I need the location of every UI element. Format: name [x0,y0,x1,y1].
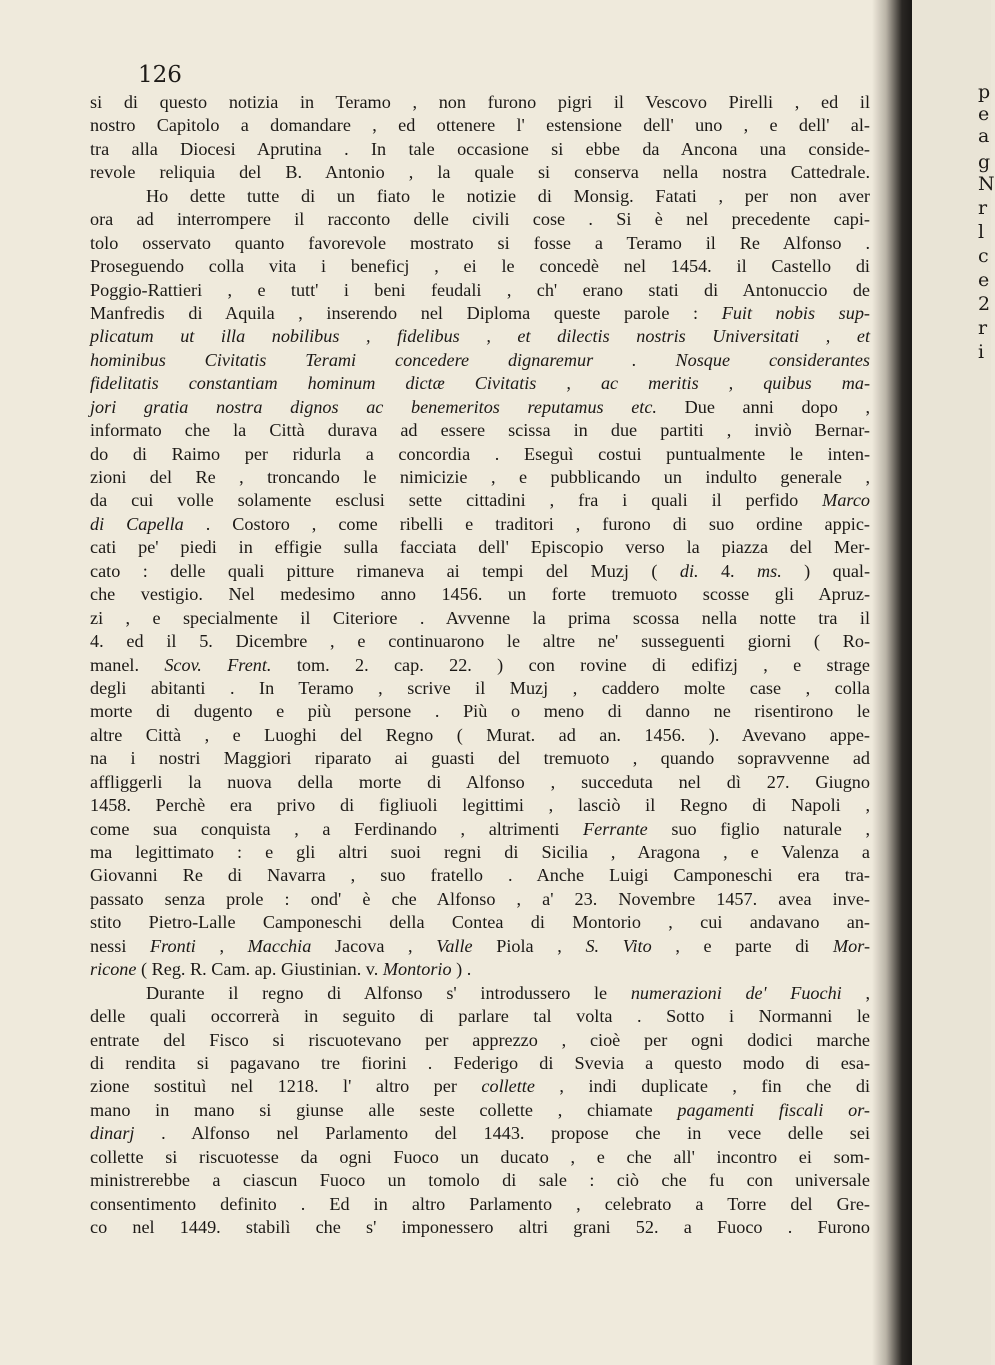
text-segment: passato senza prole : ond' è che Alfonso , a' 23. Novembre 1457. avea inve- [90,888,870,909]
italic-text: jori gratia nostra dignos ac benemeritos reputamus etc. [90,396,657,417]
text-line [90,1146,870,1169]
adjacent-page-letter: l [978,221,985,243]
text-line [90,982,870,1005]
italic-text: Valle [436,935,473,956]
text-line [90,419,870,442]
text-line [90,325,870,348]
italic-text: dinarj [90,1123,135,1144]
text-line [90,654,870,677]
text-segment: collette si riscuotesse da ogni Fuoco un ducato , e che all' incontro ei som- [90,1146,870,1167]
text-segment: Proseguendo colla vita i beneficj , ei le concedè nel 1454. il Castello di [90,256,870,277]
text-line [90,443,870,466]
text-segment: , e parte di [651,935,833,956]
adjacent-page-letter: a [978,125,990,147]
text-line [90,935,870,958]
text-line [90,1052,870,1075]
text-line [90,279,870,302]
text-line [90,114,870,137]
italic-text: plicatum ut illa nobilibus , fidelibus , et dilectis nostris Universitati , et [90,326,870,347]
text-segment: . Alfonso nel Parlamento del 1443. propose che in vece delle sei [134,1123,870,1144]
adjacent-page-letter: r [978,317,988,339]
text-line [90,1075,870,1098]
text-segment: informato che la Città durava ad essere scissa in due partiti , inviò Bernar- [90,420,870,441]
adjacent-page-letter: e [978,269,990,291]
text-segment: consentimento definito . Ed in altro Parlamento , celebrato a Torre del Gre- [90,1193,870,1214]
text-segment: mano in mano si giunse alle seste collette , chiamate [90,1099,678,1120]
text-segment: 1458. Perchè era privo di figliuoli legittimi , lasciò il Regno di Napoli , [90,795,870,816]
text-line [90,1099,870,1122]
text-segment: affliggerli la nuova della morte di Alfonso , succeduta nel dì 27. Giugno [90,771,870,792]
italic-text: Fronti [150,935,196,956]
text-segment: zioni del Re , troncando le nimicizie , e pubblicando un indulto generale , [90,467,870,487]
text-segment: ( Reg. R. Cam. ap. Giustinian. v. [136,959,383,980]
adjacent-page-letter: 2 [978,293,991,315]
text-line [90,958,870,981]
text-line [90,536,870,559]
text-line [90,724,870,747]
text-line [90,607,870,630]
text-segment: revole reliquia del B. Antonio , la quale si conserva nella nostra Cattedrale. [90,162,870,183]
italic-text: pagamenti fiscali or- [677,1099,870,1120]
text-segment: Piola , [472,935,586,956]
text-segment: entrate del Fisco si riscuotevano per apprezzo , cioè per ogni dodici marche [90,1029,870,1050]
adjacent-page-letter: r [978,197,988,219]
text-line [90,794,870,817]
text-segment: cato : delle quali pitture rimaneva ai tempi del Muzj ( [90,560,680,581]
italic-text: Montorio [382,959,452,980]
text-line [90,208,870,231]
text-line [90,489,870,512]
text-segment: . Costoro , come ribelli e traditori , furono di suo ordine appic- [183,513,870,534]
italic-text: Mor- [833,935,871,956]
text-line [90,372,870,395]
text-segment: ) . [451,959,472,980]
text-segment: suo figlio naturale , [647,818,870,839]
text-line [90,630,870,653]
text-line [90,1005,870,1028]
text-segment: zione sostituì nel 1218. l' altro per [90,1076,482,1097]
text-segment: da cui volle solamente esclusi sette cittadini , fra i quali il perfido [90,490,823,511]
text-line [90,1029,870,1052]
text-line [90,864,870,887]
text-line [90,677,870,700]
italic-text: collette [481,1076,535,1097]
text-segment: , [841,982,870,1003]
italic-text: di. [679,560,699,581]
text-line [90,466,870,489]
adjacent-page-letter: e [978,103,990,125]
text-line [90,232,870,255]
text-segment: manel. [90,654,165,675]
text-segment: come sua conquista , a Ferdinando , altrimenti [90,818,584,839]
italic-text: hominibus Civitatis Terami concedere dignaremur . Nosque considerantes [90,349,870,370]
text-segment: , [195,935,248,956]
text-segment: , indi duplicate , fin che di [534,1076,871,1097]
text-line [90,396,870,419]
text-segment: ma legittimato : e gli altri suoi regni di Sicilia , Aragona , e Valenza a [90,842,870,862]
text-segment: Durante il regno di Alfonso s' introdussero le [146,982,631,1003]
italic-text: Marco [822,490,870,511]
italic-text: Fuit nobis sup- [721,302,870,323]
text-line [90,771,870,794]
text-line [90,583,870,606]
text-segment: Jacova , [311,935,437,956]
text-segment: co nel 1449. stabilì che s' imponessero altri grani 52. a Fuoco . Furono [90,1217,870,1237]
italic-text: ricone [90,959,137,980]
italic-text: Scov. Frent. [164,654,272,675]
text-segment: nessi [90,935,151,956]
text-segment: Giovanni Re di Navarra , suo fratello . Anche Luigi Camponeschi era tra- [90,865,870,886]
text-line [90,560,870,583]
adjacent-page-edge [912,0,995,1365]
text-line [90,513,870,536]
text-segment: delle quali occorrerà in seguito di parlare tal volta . Sotto i Normanni le [90,1006,870,1027]
text-segment: che vestigio. Nel medesimo anno 1456. un forte tremuoto scosse gli Apruz- [90,584,870,605]
text-segment: Poggio-Rattieri , e tutt' i beni feudali , ch' erano stati di Antonuccio de [90,279,870,300]
text-segment: ora ad interrompere il racconto delle civili cose . Si è nel precedente capi- [90,209,870,230]
text-line [90,747,870,770]
text-line [90,1216,870,1239]
text-segment: degli abitanti . In Teramo , scrive il Muzj , caddero molte case , colla [90,677,870,698]
adjacent-page-letter: g [978,151,991,173]
text-segment: tom. 2. cap. 22. ) con rovine di edifizj , e strage [271,654,870,675]
italic-text: Macchia [247,935,312,956]
text-line [90,1193,870,1216]
page-number: 126 [138,62,182,88]
text-line [90,888,870,911]
text-segment: 4. ed il 5. Dicembre , e continuarono le altre ne' susseguenti giorni ( Ro- [90,631,870,652]
text-segment: ) qual- [781,560,870,581]
text-line [90,138,870,161]
text-segment: stito Pietro-Lalle Camponeschi della Contea di Montorio , cui andavano an- [90,912,870,933]
italic-text: numerazioni de' Fuochi [630,982,842,1003]
text-line [90,302,870,325]
text-segment: Due anni dopo , [656,396,870,417]
text-segment: ministrerebbe a ciascun Fuoco un tomolo di sale : ciò che fu con universale [90,1170,870,1191]
text-line [90,185,870,208]
text-line [90,911,870,934]
adjacent-page-letter: i [978,341,985,363]
adjacent-page-letter: c [978,245,989,267]
text-segment: tra alla Diocesi Aprutina . In tale occasione si ebbe da Ancona una conside- [90,138,870,159]
text-line [90,700,870,723]
text-line [90,1169,870,1192]
book-gutter [872,0,912,1365]
text-segment: nostro Capitolo a domandare , ed ottenere l' estensione dell' uno , e dell' al- [90,115,870,136]
text-segment: na i nostri Maggiori riparato ai guasti del tremuoto , quando sopravvenne ad [90,748,870,769]
text-line [90,349,870,372]
text-line [90,161,870,184]
adjacent-page-letter: N [978,173,995,195]
adjacent-page-letter: p [978,81,991,103]
text-segment: si di questo notizia in Teramo , non furono pigri il Vescovo Pirelli , ed il [90,92,870,112]
text-segment: morte di dugento e più persone . Più o meno di danno ne risentirono le [90,701,870,722]
italic-text: di Capella [90,513,184,534]
text-segment: do di Raimo per ridurla a concordia . Eseguì costui puntualmente le inten- [90,443,870,464]
italic-text: Ferrante [583,818,648,839]
text-segment: Manfredis di Aquila , inserendo nel Diploma queste parole : [90,302,722,323]
italic-text: fidelitatis constantiam hominum dictæ Civitatis , ac meritis , quibus ma- [90,373,870,394]
text-segment: altre Città , e Luoghi del Regno ( Murat. ad an. 1456. ). Avevano appe- [90,724,870,745]
text-line [90,818,870,841]
italic-text: ms. [757,560,782,581]
body-text [90,91,870,1239]
text-line [90,1122,870,1145]
text-line [90,91,870,114]
text-segment: tolo osservato quanto favorevole mostrato si fosse a Teramo il Re Alfonso . [90,232,870,253]
text-segment: 4. [698,560,757,581]
text-segment: Ho dette tutte di un fiato le notizie di Monsig. Fatati , per non aver [146,185,870,206]
text-segment: di rendita si pagavano tre fiorini . Federigo di Svevia a questo modo di esa- [90,1052,870,1073]
text-segment: cati pe' piedi in effigie sulla facciata dell' Episcopio verso la piazza del Mer- [90,537,870,558]
text-line [90,841,870,864]
text-line [90,255,870,278]
text-segment: zi , e specialmente il Citeriore . Avvenne la prima scossa nella notte tra il [90,607,870,628]
italic-text: S. Vito [585,935,652,956]
